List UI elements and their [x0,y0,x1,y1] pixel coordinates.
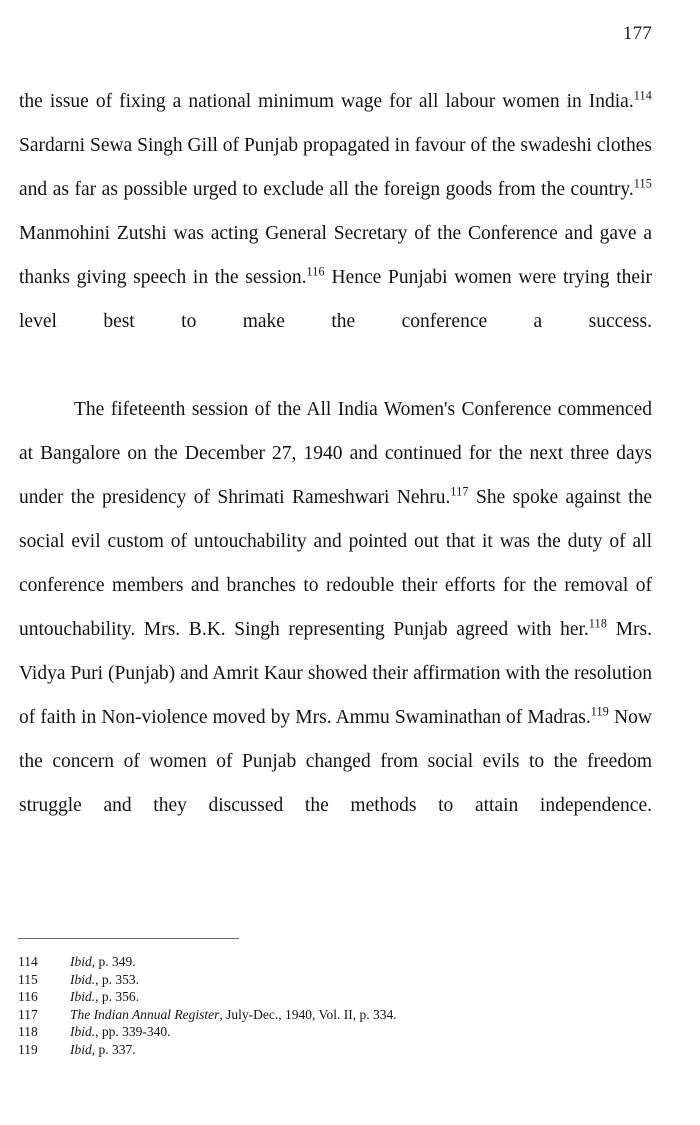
footnote-marker: 118 [588,616,608,631]
footnote-item [18,953,658,971]
body-text-block [19,80,652,872]
paragraph: the issue of fixing a national minimum wage for all labour women in India.$^{114}$ Sardarni Sewa Singh Gill of Punjab propagated in favour of the swadeshi clothes and as far as possible urged to exclude all the foreign goods from the country.$^{115}$ Manmohini Zutshi was acting General Secretary of the Conference and gave a thanks giving speech in the session.$^{116}$ Hence Punjabi women were trying their level best to make the conference a success. [19,88,652,332]
footnote-citation: The Indian Annual Register, July-Dec., 1940, Vol. II, p. 334. [70,1006,397,1022]
footnote-number: 116 [18,989,38,1005]
footnote-citation: Ibid, p. 349. [70,954,136,969]
footnote-number: 119 [18,1041,38,1057]
footnote-item [18,971,658,989]
footnote-number: 115 [18,971,38,987]
footnote-section [18,938,658,1059]
footnote-number: 118 [18,1024,38,1040]
footnote-marker: 115 [633,176,652,191]
footnote-item [18,1041,658,1059]
footnote-marker: 114 [633,88,652,103]
footnote-citation: Ibid., p. 353. [70,971,139,987]
footnote-marker: 116 [306,264,325,279]
footnote-marker: 117 [450,484,469,499]
footnote-citation: Ibid, p. 337. [70,1041,136,1057]
footnote-source-title: Ibid [70,954,92,969]
footnote-source-title: Ibid. [70,971,96,987]
footnote-source-title: Ibid. [70,1024,96,1040]
page-number: 177 [622,23,652,44]
footnote-item [18,1023,658,1041]
footnote-number: 114 [18,954,38,969]
footnote-separator-rule [18,938,239,939]
footnote-number: 117 [18,1006,38,1022]
footnote-list [18,953,658,1059]
footnote-citation: Ibid., p. 356. [70,989,139,1005]
footnote-source-title: Ibid. [70,989,96,1005]
footnote-marker: 119 [590,704,609,719]
footnote-source-title: Ibid [70,1041,92,1057]
footnote-item [18,1006,658,1024]
paragraph: The fifeteenth session of the All India Women's Conference commenced at Bangalore on the December 27, 1940 and continued for the next three days under the presidency of Shrimati Rameshwari Nehru.$^{117}$ She spoke against the social evil custom of untouchability and pointed out that it was the duty of all conference members and branches to redouble their efforts for the removal of untouchability. Mrs. B.K. Singh representing Punjab agreed with her.$^{118}$ Mrs. Vidya Puri (Punjab) and Amrit Kaur showed their affirmation with the resolution of faith in Non-violence moved by Mrs. Ammu Swaminathan of Madras.$^{119}$ Now the concern of women of Punjab changed from social evils to the freedom struggle and they discussed the methods to attain independence. [19,399,653,816]
footnote-citation: Ibid., pp. 339-340. [70,1024,171,1040]
footnote-source-title: The Indian Annual Register [70,1006,220,1022]
footnote-item [18,988,658,1006]
